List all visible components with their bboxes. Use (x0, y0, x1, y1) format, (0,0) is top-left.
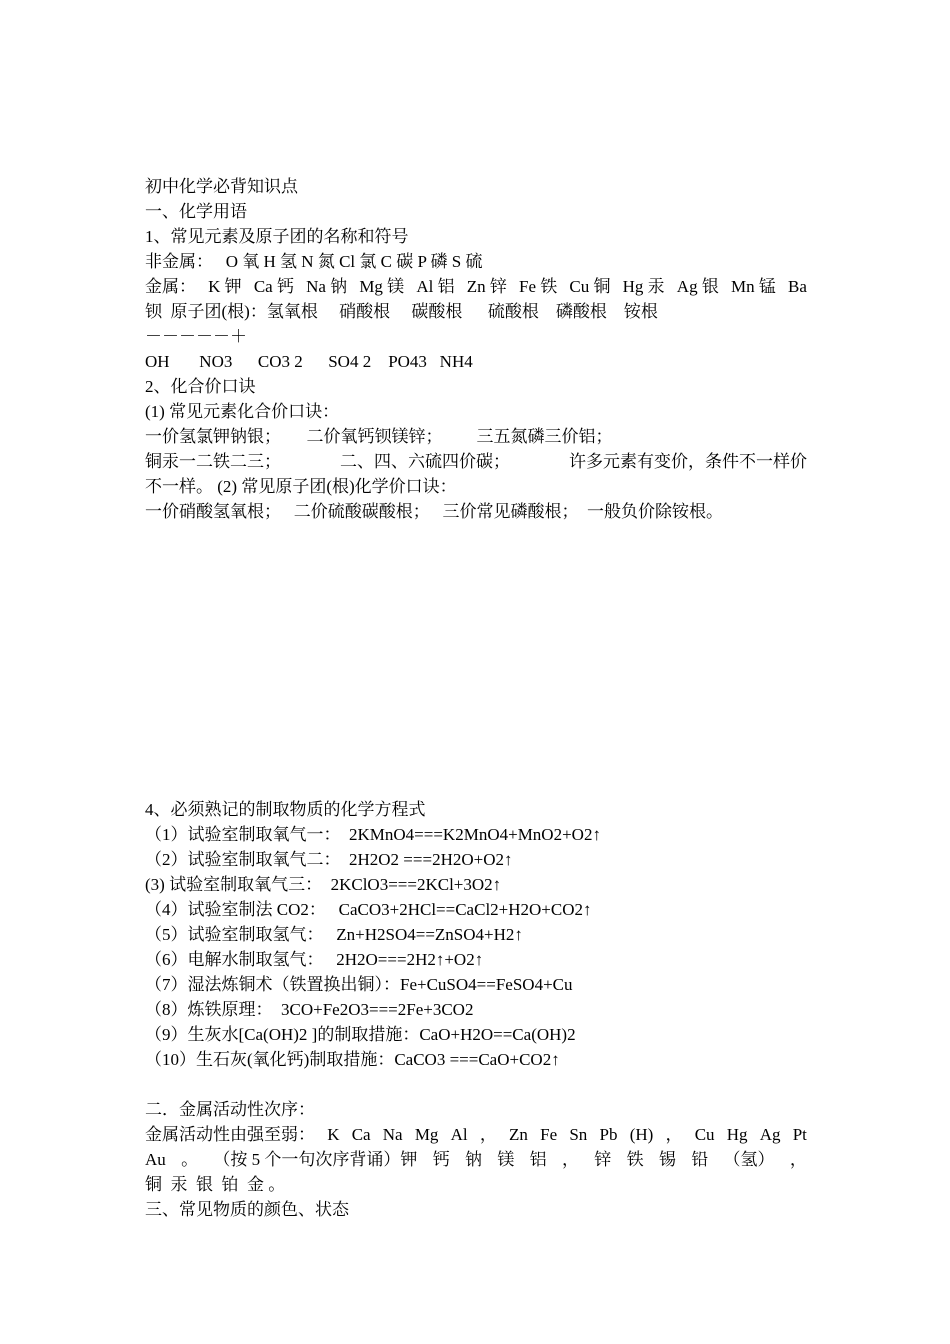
equation-line: （9）生灰水[Ca(OH)2 ]的制取措施：CaO+H2O==Ca(OH)2 (145, 1025, 576, 1044)
activity-token: 钙 (432, 1150, 450, 1169)
radical-valence-line: 一价硝酸氢氧根； 二价硫酸碳酸根； 三价常见磷酸根； 一般负价除铵根。 (145, 502, 723, 521)
metal-symbol: Na 钠 (306, 277, 348, 296)
valence-rhyme-line-1: 一价氢氯钾钠银； 二价氧钙钡镁锌； 三五氮磷三价铝； (145, 427, 613, 446)
equation-line: （7）湿法炼铜术（铁置换出铜）：Fe+CuSO4==FeSO4+Cu (145, 975, 573, 994)
equation-line: (3) 试验室制取氧气三： 2KClO3===2KCl+3O2↑ (145, 875, 502, 894)
activity-token: 钠 (465, 1150, 483, 1169)
activity-token: Au (145, 1150, 166, 1169)
document-title: 初中化学必背知识点 (145, 177, 298, 196)
equation-line: （10）生石灰(氧化钙)制取措施：CaCO3 ===CaO+CO2↑ (145, 1050, 560, 1069)
subheading-element-valence: (1) 常见元素化合价口诀： (145, 402, 340, 421)
equation-line: （8）炼铁原理： 3CO+Fe2O3===2Fe+3CO2 (145, 1000, 474, 1019)
activity-token: Ca (351, 1125, 371, 1144)
activity-token: Na (382, 1125, 403, 1144)
subheading-valence-rhyme: 2、化合价口诀 (145, 377, 256, 396)
activity-token: 铅 (691, 1150, 709, 1169)
metal-activity-line-2 (145, 1147, 807, 1172)
subheading-element-names: 1、常见元素及原子团的名称和符号 (145, 227, 409, 246)
activity-token: （按 5 个一句次序背诵）钾 (213, 1150, 418, 1169)
metal-symbol: Ag 银 (676, 277, 719, 296)
section-heading-chemical-terms: 一、化学用语 (145, 202, 247, 221)
equation-line: （5）试验室制取氢气： Zn+H2SO4==ZnSO4+H2↑ (145, 925, 523, 944)
metal-symbol: K 钾 (208, 277, 242, 296)
activity-token: Pt (792, 1125, 807, 1144)
section-heading-colors-states: 三、常见物质的颜色、状态 (145, 1200, 349, 1219)
metal-activity-line-3: 铜 汞 银 铂 金 。 (145, 1175, 286, 1194)
metal-activity-label: 金属活动性由强至弱： (145, 1125, 315, 1144)
activity-token: Sn (569, 1125, 588, 1144)
valence-phrase: 二、四、六硫四价碳； (340, 452, 510, 471)
activity-token: ， (665, 1125, 683, 1144)
activity-token: 锡 (658, 1150, 676, 1169)
activity-token: ， (561, 1150, 579, 1169)
metal-activity-line-1 (145, 1122, 807, 1147)
metals-label: 金属： (145, 277, 196, 296)
activity-token: 铁 (626, 1150, 644, 1169)
metal-symbol: Zn 锌 (466, 277, 507, 296)
section-heading-equations: 4、必须熟记的制取物质的化学方程式 (145, 800, 426, 819)
activity-token: （氢） (723, 1150, 775, 1169)
activity-token: ， (479, 1125, 497, 1144)
metal-symbol: Fe 铁 (519, 277, 558, 296)
valence-phrase: 铜汞一二铁二三； (145, 452, 281, 471)
metal-symbol: Ca 钙 (253, 277, 294, 296)
radical-formulas-line: OH NO3 CO3 2 SO4 2 PO43 NH4 (145, 352, 473, 371)
metal-symbol: Al 铝 (416, 277, 455, 296)
activity-token: 镁 (497, 1150, 515, 1169)
valence-phrase: 许多元素有变价，条件不一样价 (569, 452, 807, 471)
activity-token: ， (789, 1150, 807, 1169)
equation-line: （4）试验室制法 CO2： CaCO3+2HCl==CaCl2+H2O+CO2↑ (145, 900, 592, 919)
metal-symbol: Cu 铜 (569, 277, 611, 296)
activity-token: 锌 (594, 1150, 612, 1169)
top-text-block (145, 174, 807, 524)
metal-symbol: Hg 汞 (622, 277, 665, 296)
activity-token: Zn (509, 1125, 528, 1144)
metal-symbol: Mn 锰 (730, 277, 776, 296)
equation-line: （2）试验室制取氧气二： 2H2O2 ===2H2O+O2↑ (145, 850, 513, 869)
equation-line: （6）电解水制取氢气： 2H2O===2H2↑+O2↑ (145, 950, 484, 969)
metals-line (145, 274, 807, 299)
section-heading-metal-activity: 二．金属活动性次序： (145, 1100, 315, 1119)
activity-token: (H) (629, 1125, 654, 1144)
equation-line: （1）试验室制取氧气一： 2KMnO4===K2MnO4+MnO2+O2↑ (145, 825, 601, 844)
activity-token: Pb (599, 1125, 618, 1144)
activity-token: Al (450, 1125, 468, 1144)
nonmetals-line: 非金属： O 氧 H 氢 N 氮 Cl 氯 C 碳 P 磷 S 硫 (145, 252, 483, 271)
activity-token: Mg (414, 1125, 439, 1144)
activity-token: 。 (181, 1150, 199, 1169)
bottom-text-block (145, 797, 807, 1222)
valence-rhyme-line-2 (145, 449, 807, 474)
activity-token: 铝 (529, 1150, 547, 1169)
activity-token: K (327, 1125, 340, 1144)
activity-token: Cu (694, 1125, 715, 1144)
activity-token: Fe (540, 1125, 558, 1144)
activity-token: Hg (726, 1125, 748, 1144)
radicals-line: 钡 原子团(根)：氢氧根 硝酸根 碳酸根 硫酸根 磷酸根 铵根 (145, 302, 658, 321)
metal-symbol: Ba (787, 277, 807, 296)
metal-symbol: Mg 镁 (359, 277, 405, 296)
valence-rhyme-line-3: 不一样。 (2) 常见原子团(根)化学价口诀： (145, 477, 457, 496)
blank-line (145, 1072, 807, 1097)
activity-token: Ag (759, 1125, 781, 1144)
charges-line: －－－－－＋ (145, 327, 247, 346)
